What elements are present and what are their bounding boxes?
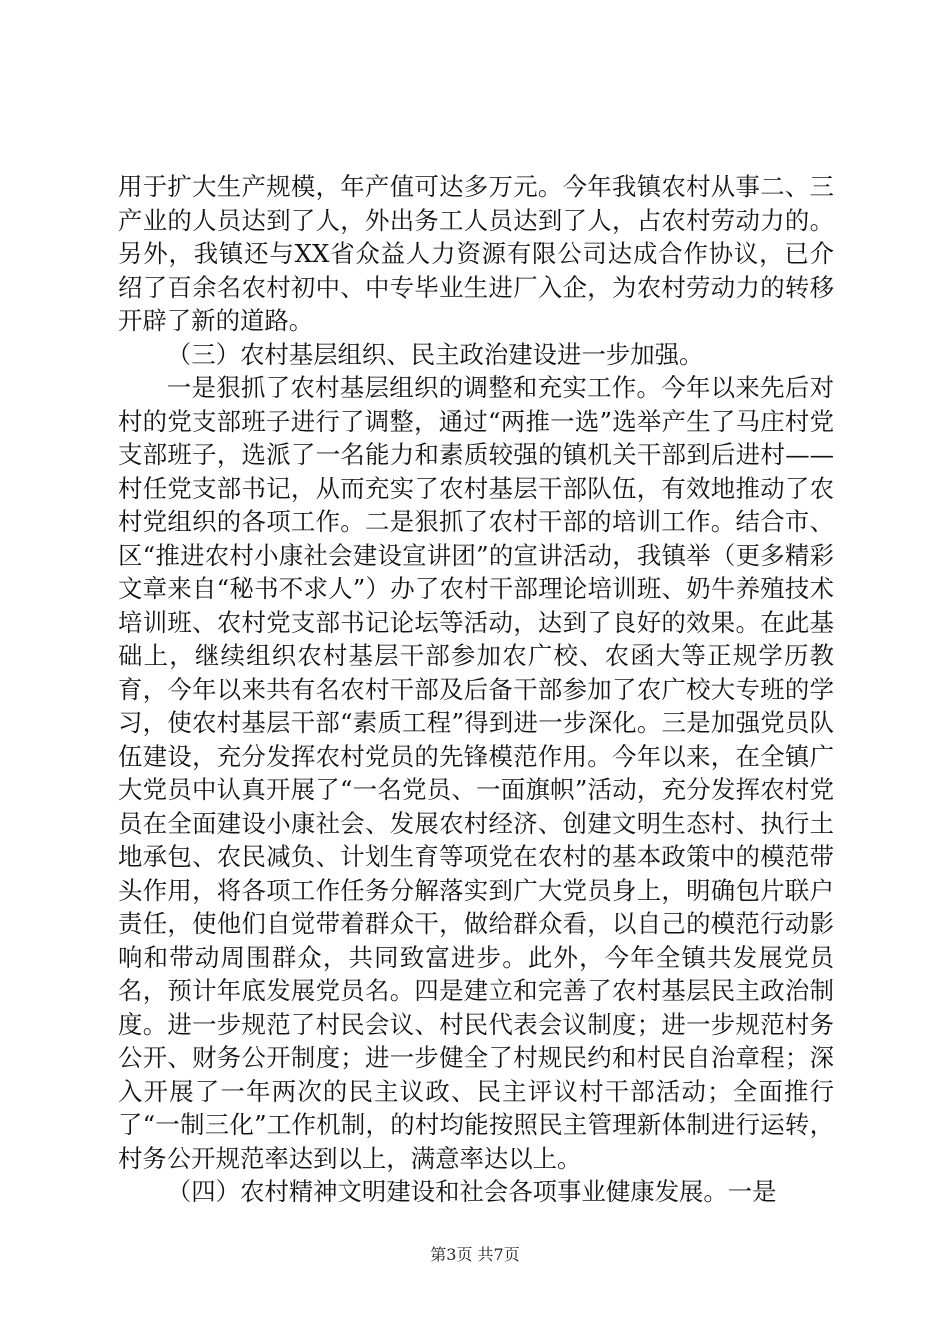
paragraph-continued: 用于扩大生产规模，年产值可达多万元。今年我镇农村从事二、三产业的人员达到了人，外出务工人员达到了人，占农村劳动力的。另外，我镇还与XX省众益人力资源有限公司达成合作协议，已介绍了百余名农村初中、中专毕业生进厂入企，为农村劳动力的转移开辟了新的道路。 — [118, 172, 834, 335]
document-body — [118, 170, 834, 1209]
section-heading-four: （四）农村精神文明建设和社会各项事业健康发展。一是 — [166, 1177, 777, 1206]
page-footer: 第3页 共7页 — [430, 1245, 520, 1264]
paragraph-organization-work: 一是狠抓了农村基层组织的调整和充实工作。今年以来先后对村的党支部班子进行了调整，通过“两推一选”选举产生了马庄村党支部班子，选派了一名能力和素质较强的镇机关干部到后进村——村任党支部书记，从而充实了农村基层干部队伍，有效地推动了农村党组织的各项工作。二是狠抓了农村干部的培训工作。结合市、区“推进农村小康社会建设宣讲团”的宣讲活动，我镇举（更多精彩文章来自“秘书不求人”）办了农村干部理论培训班、奶牛养殖技术培训班、农村党支部书记论坛等活动，达到了良好的效果。在此基础上，继续组织农村基层干部参加农广校、农函大等正规学历教育，今年以来共有名农村干部及后备干部参加了农广校大专班的学习，使农村基层干部“素质工程”得到进一步深化。三是加强党员队伍建设，充分发挥农村党员的先锋模范作用。今年以来，在全镇广大党员中认真开展了“一名党员、一面旗帜”活动，充分发挥农村党员在全面建设小康社会、发展农村经济、创建文明生态村、执行土地承包、农民减负、计划生育等项党在农村的基本政策中的模范带头作用，将各项工作任务分解落实到广大党员身上，明确包片联户责任，使他们自觉带着群众干，做给群众看，以自己的模范行动影响和带动周围群众，共同致富进步。此外，今年全镇共发展党员名，预计年底发展党员名。四是建立和完善了农村基层民主政治制度。进一步规范了村民会议、村民代表会议制度；进一步规范村务公开、财务公开制度；进一步健全了村规民约和村民自治章程；深入开展了一年两次的民主议政、民主评议村干部活动；全面推行了“一制三化”工作机制，的村均能按照民主管理新体制进行运转，村务公开规范率达到以上，满意率达以上。 — [118, 373, 834, 1173]
section-heading-three: （三）农村基层组织、民主政治建设进一步加强。 — [166, 339, 704, 369]
